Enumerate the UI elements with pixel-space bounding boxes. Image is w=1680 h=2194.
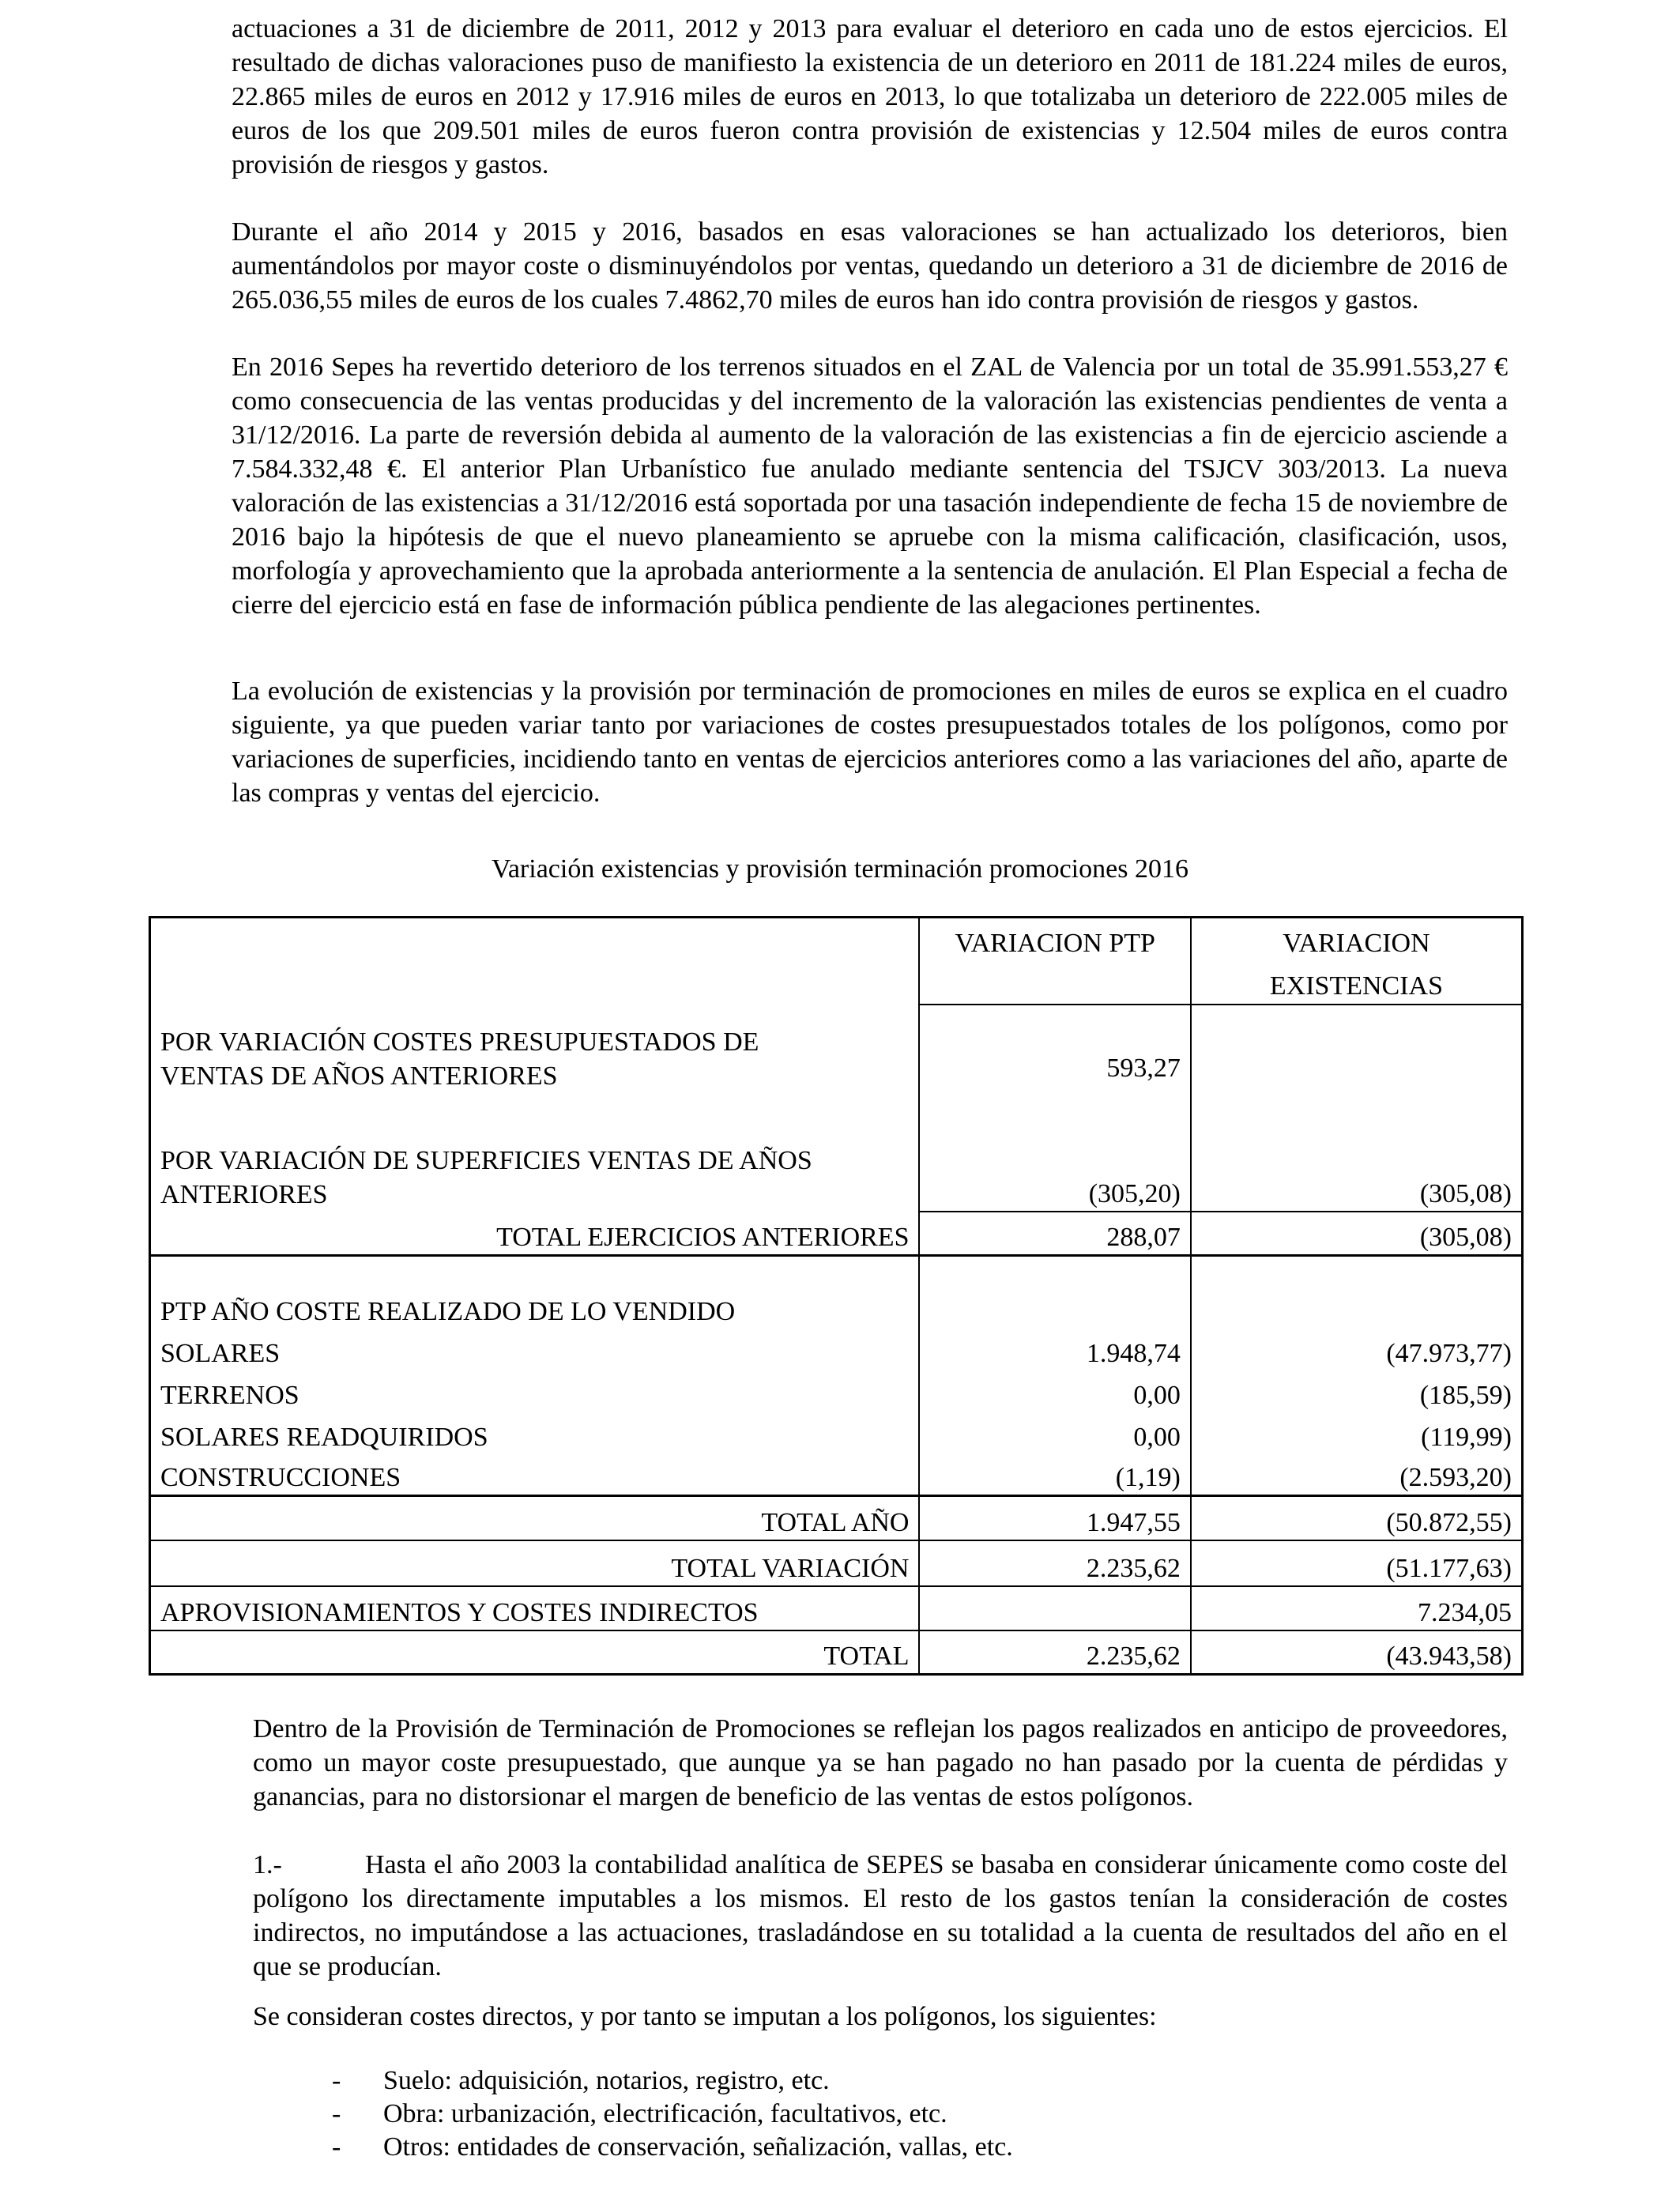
row-label-line: VENTAS DE AÑOS ANTERIORES (160, 1061, 558, 1091)
table-row (150, 1496, 1523, 1540)
row-label: SOLARES (160, 1338, 281, 1368)
row-ptp-value: 593,27 (919, 1005, 1190, 1093)
list-item (332, 2098, 1013, 2131)
list-dash: - (332, 2132, 341, 2162)
list-dash: - (332, 2066, 341, 2095)
row-label: TOTAL AÑO (150, 1496, 920, 1540)
row-exist-value: (47.973,77) (1191, 1329, 1523, 1370)
row-exist-value: 7.234,05 (1191, 1586, 1523, 1630)
paragraph-contabilidad-analitica (253, 1848, 1508, 1984)
row-label: TOTAL (150, 1630, 920, 1675)
row-label (150, 1005, 920, 1093)
row-label: SOLARES READQUIRIDOS (160, 1422, 488, 1452)
row-exist-value: (51.177,63) (1191, 1540, 1523, 1586)
paragraph-costes-directos: Se consideran costes directos, y por tanto se imputan a los polígonos, los siguientes: (253, 2002, 1157, 2031)
row-exist-value: (43.943,58) (1191, 1630, 1523, 1675)
row-exist-value: (119,99) (1191, 1412, 1523, 1454)
row-ptp-value: 1.948,74 (919, 1329, 1190, 1370)
row-label: PTP AÑO COSTE REALIZADO DE LO VENDIDO (150, 1256, 920, 1329)
row-label (150, 1093, 920, 1212)
list-dash: - (332, 2099, 341, 2128)
table-row (150, 1586, 1523, 1630)
row-label: TOTAL VARIACIÓN (150, 1540, 920, 1586)
paragraph-contabilidad-text: Hasta el año 2003 la contabilidad analítica de SEPES se basaba en considerar únicamente como coste del polígono los directamente imputables a los mismos. El resto de los gastos tenían la consideración de costes indirectos, no imputándose a las actuaciones, trasladándose en su totalidad a la cuenta de resultados del año en el que se producían. (253, 1850, 1508, 1981)
paragraph-provision-terminacion: Dentro de la Provisión de Terminación de Promociones se reflejan los pagos realizados en anticipo de proveedores, como un mayor coste presupuestado, que aunque ya se han pagado no han pasado por la cuenta de pérdidas y ganancias, para no distorsionar el margen de beneficio de las ventas de estos polígonos. (253, 1714, 1508, 1811)
table-row (150, 1256, 1523, 1329)
table-row (150, 1412, 1523, 1454)
table-row (150, 1093, 1523, 1212)
list-item (332, 2131, 1013, 2164)
table-row (150, 1630, 1523, 1675)
row-label: CONSTRUCCIONES (160, 1463, 401, 1492)
paragraph-deterioro-2011-2013: actuaciones a 31 de diciembre de 2011, 2012 y 2013 para evaluar el deterioro en cada uno de estos ejercicios. El resultado de dichas valoraciones puso de manifiesto la existencia de un deterioro en 2011 de 181.224 miles de euros, 22.865 miles de euros en 2012 y 17.916 miles de euros en 2013, lo que totalizaba un deterioro de 222.005 miles de euros de los que 209.501 miles de euros fueron contra provisión de existencias y 12.504 miles de euros contra provisión de riesgos y gastos. (232, 14, 1508, 179)
row-exist-value (1191, 1005, 1523, 1093)
row-exist-value: (50.872,55) (1191, 1496, 1523, 1540)
row-ptp-value: 0,00 (919, 1370, 1190, 1412)
variation-table (149, 916, 1524, 1676)
row-ptp-value (919, 1586, 1190, 1630)
paragraph-evolucion-existencias: La evolución de existencias y la provisión por terminación de promociones en miles de euros se explica en el cuadro siguiente, ya que pueden variar tanto por variaciones de costes presupuestados totales de los polígonos, como por variaciones de superficies, incidiendo tanto en ventas de ejercicios anteriores como a las variaciones del año, aparte de las compras y ventas del ejercicio. (232, 677, 1508, 808)
table-row (150, 1212, 1523, 1256)
row-exist-value: (2.593,20) (1191, 1454, 1523, 1496)
row-ptp-value (919, 1256, 1190, 1329)
list-item-text: Obra: urbanización, electrificación, facultativos, etc. (383, 2099, 947, 2128)
row-label: TERRENOS (160, 1380, 299, 1410)
row-exist-value (1191, 1256, 1523, 1329)
header-variacion-ptp (919, 918, 1190, 1005)
header-empty-cell (150, 918, 920, 1005)
paragraph-number: 1.- (253, 1850, 282, 1879)
row-ptp-value: 288,07 (919, 1212, 1190, 1256)
table-row (150, 1540, 1523, 1586)
row-label: TOTAL EJERCICIOS ANTERIORES (496, 1223, 910, 1252)
list-item (332, 2064, 1013, 2098)
costes-directos-list (332, 2064, 1013, 2164)
table-row (150, 1005, 1523, 1093)
paragraph-deterioro-2014-2016: Durante el año 2014 y 2015 y 2016, basados en esas valoraciones se han actualizado los deterioros, bien aumentándolos por mayor coste o disminuyéndolos por ventas, quedando un deterioro a 31 de diciembre de 2016 de 265.036,55 miles de euros de los cuales 7.4862,70 miles de euros han ido contra provisión de riesgos y gastos. (232, 217, 1508, 315)
row-exist-value: (185,59) (1191, 1370, 1523, 1412)
header-existencias-label: EXISTENCIAS (1269, 971, 1443, 1001)
table-row (150, 1370, 1523, 1412)
row-ptp-value: 1.947,55 (919, 1496, 1190, 1540)
row-label-line: ANTERIORES (160, 1179, 328, 1209)
header-variacion-existencias (1191, 918, 1523, 1005)
row-exist-value: (305,08) (1191, 1212, 1523, 1256)
header-variacion-label: VARIACION (1283, 929, 1430, 958)
row-label-line: POR VARIACIÓN COSTES PRESUPUESTADOS DE (160, 1027, 759, 1057)
row-ptp-value: 2.235,62 (919, 1630, 1190, 1675)
row-label-line: POR VARIACIÓN DE SUPERFICIES VENTAS DE AÑOS (160, 1145, 812, 1175)
table-caption: Variación existencias y provisión terminación promociones 2016 (492, 854, 1188, 884)
row-exist-value: (305,08) (1191, 1093, 1523, 1212)
row-ptp-value: (305,20) (919, 1093, 1190, 1212)
row-ptp-value: (1,19) (919, 1454, 1190, 1496)
row-ptp-value: 2.235,62 (919, 1540, 1190, 1586)
header-variacion-ptp-label: VARIACION PTP (955, 929, 1155, 958)
table-row (150, 1454, 1523, 1496)
paragraph-zal-valencia: En 2016 Sepes ha revertido deterioro de los terrenos situados en el ZAL de Valencia por un total de 35.991.553,27 € como consecuencia de las ventas producidas y del incremento de la valoración las existencias pendientes de venta a 31/12/2016. La parte de reversión debida al aumento de la valoración de las existencias a fin de ejercicio asciende a 7.584.332,48 €. El anterior Plan Urbanístico fue anulado mediante sentencia del TSJCV 303/2013. La nueva valoración de las existencias a 31/12/2016 está soportada por una tasación independiente de fecha 15 de noviembre de 2016 bajo la hipótesis de que el nuevo planeamiento se apruebe con la misma calificación, clasificación, usos, morfología y aprovechamiento que la aprobada anteriormente a la sentencia de anulación. El Plan Especial a fecha de cierre del ejercicio está en fase de información pública pendiente de las alegaciones pertinentes. (232, 352, 1508, 620)
list-item-text: Otros: entidades de conservación, señalización, vallas, etc. (383, 2132, 1013, 2162)
table-row (150, 1329, 1523, 1370)
list-item-text: Suelo: adquisición, notarios, registro, etc. (383, 2066, 830, 2095)
row-label: APROVISIONAMIENTOS Y COSTES INDIRECTOS (150, 1586, 920, 1630)
row-ptp-value: 0,00 (919, 1412, 1190, 1454)
